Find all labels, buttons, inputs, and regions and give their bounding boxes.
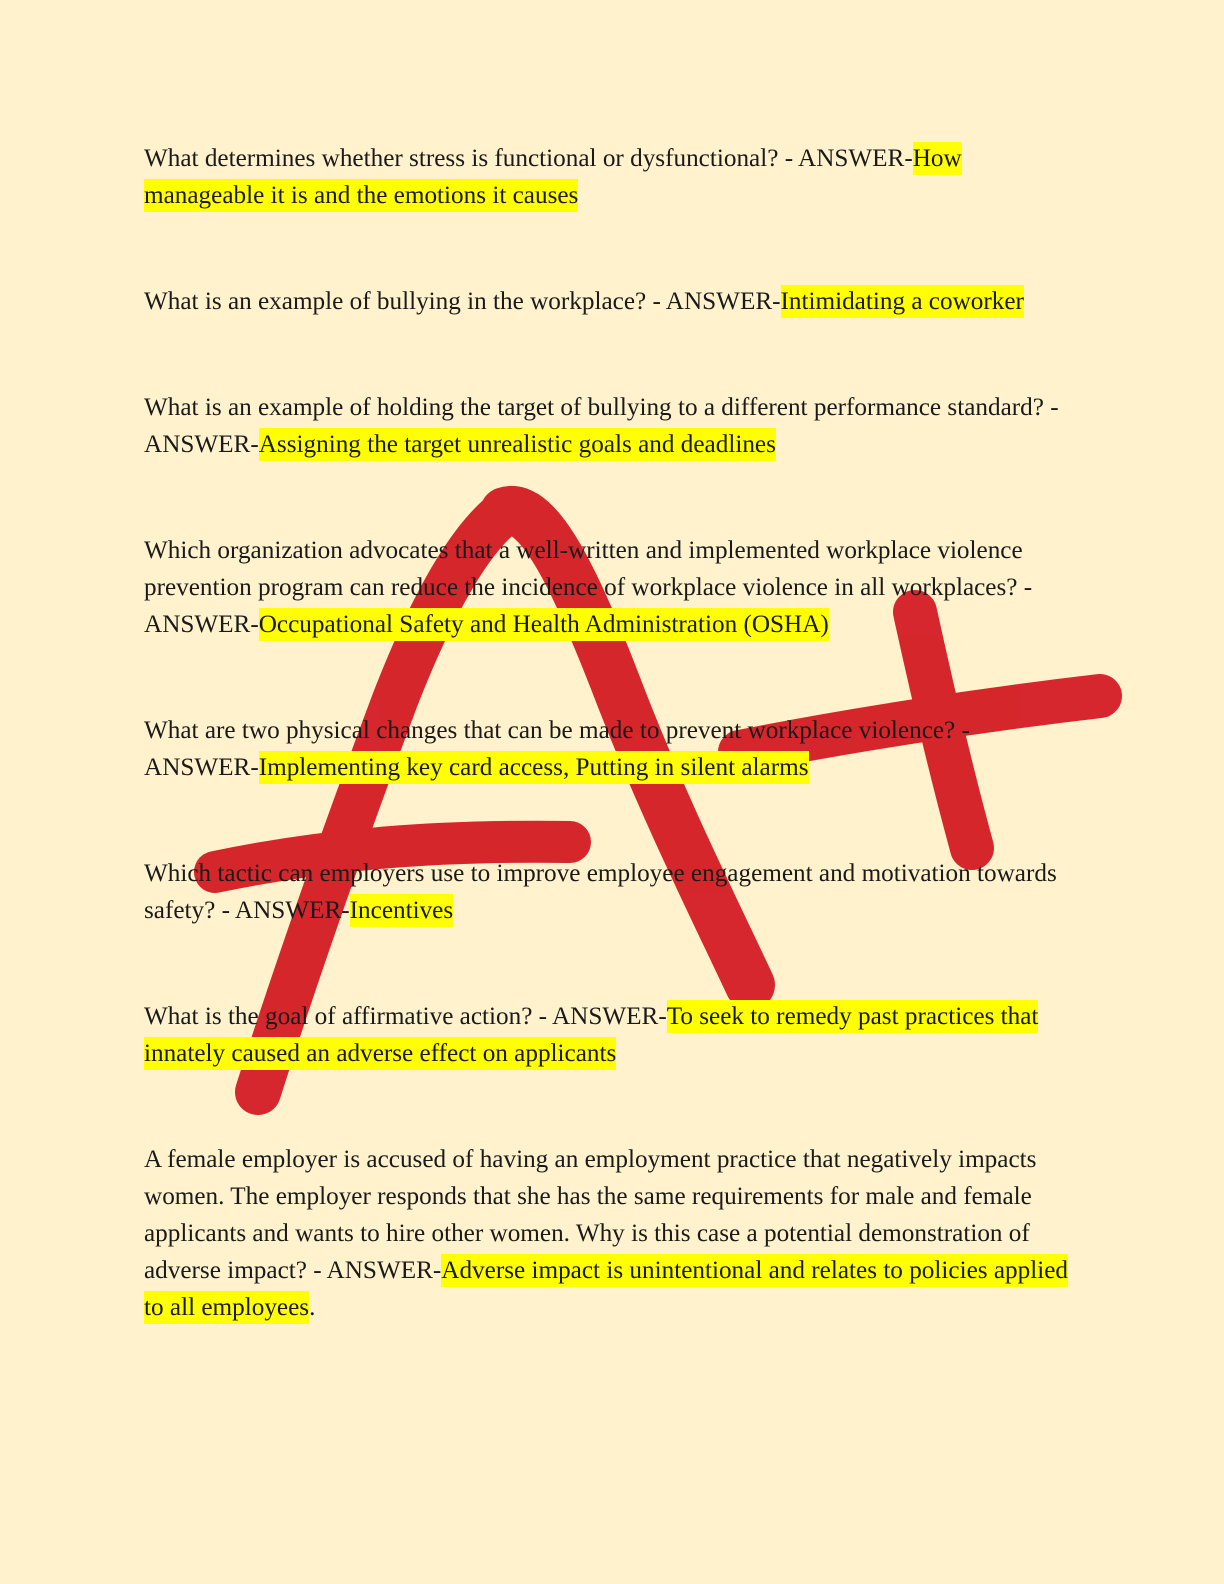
answer-highlight: Assigning the target unrealistic goals and deadlines [259,428,776,461]
question-text: What are two physical changes that can be made to prevent workplace violence? - [144,717,970,744]
answer-highlight: Implementing key card access, Putting in silent alarms [259,751,809,784]
answer-highlight: How manageable it is and the emotions it causes [144,142,962,212]
qa-item [144,855,1079,929]
answer-highlight: Occupational Safety and Health Administration (OSHA) [259,608,829,641]
question-text: Which tactic can employers use to improve employee engagement and motivation towards safety? - [144,860,1057,924]
answer-marker: ANSWER- [144,754,259,781]
answer-highlight: Incentives [350,894,454,927]
qa-item [144,1141,1079,1326]
question-text: What determines whether stress is functional or dysfunctional? - [144,145,798,172]
answer-marker: ANSWER- [144,611,259,638]
answer-marker: ANSWER- [798,145,913,172]
qa-item [144,532,1079,643]
answer-marker: ANSWER- [665,288,781,315]
qa-item [144,998,1079,1072]
question-text: What is an example of holding the target of bullying to a different performance standard? - [144,394,1059,421]
qa-item [144,140,1079,214]
qa-item [144,712,1079,786]
question-text: What is an example of bullying in the workplace? - [144,288,666,315]
answer-marker: ANSWER- [144,431,259,458]
answer-marker: ANSWER- [234,897,350,924]
answer-marker: ANSWER- [551,1003,667,1030]
answer-marker: ANSWER- [326,1257,442,1284]
answer-highlight: Intimidating a coworker [781,285,1024,318]
question-text: What is the goal of affirmative action? - [144,1003,552,1030]
answer-trailing: . [309,1294,316,1321]
answer-highlight: Adverse impact is unintentional and relates to policies applied to all employees [144,1254,1068,1324]
question-text: A female employer is accused of having an employment practice that negatively impacts women. The employer responds that she has the same requirements for male and female applicants and wants to hire other women. Why is this case a potential demonstration of adverse impact? - [144,1146,1037,1284]
qa-item [144,283,1079,320]
question-text: Which organization advocates that a well-written and implemented workplace violence prevention program can reduce the incidence of workplace violence in all workplaces? - [144,537,1033,601]
answer-highlight: To seek to remedy past practices that innately caused an adverse effect on applicants [144,1000,1038,1070]
qa-item [144,389,1079,463]
qa-list [144,140,1079,1395]
